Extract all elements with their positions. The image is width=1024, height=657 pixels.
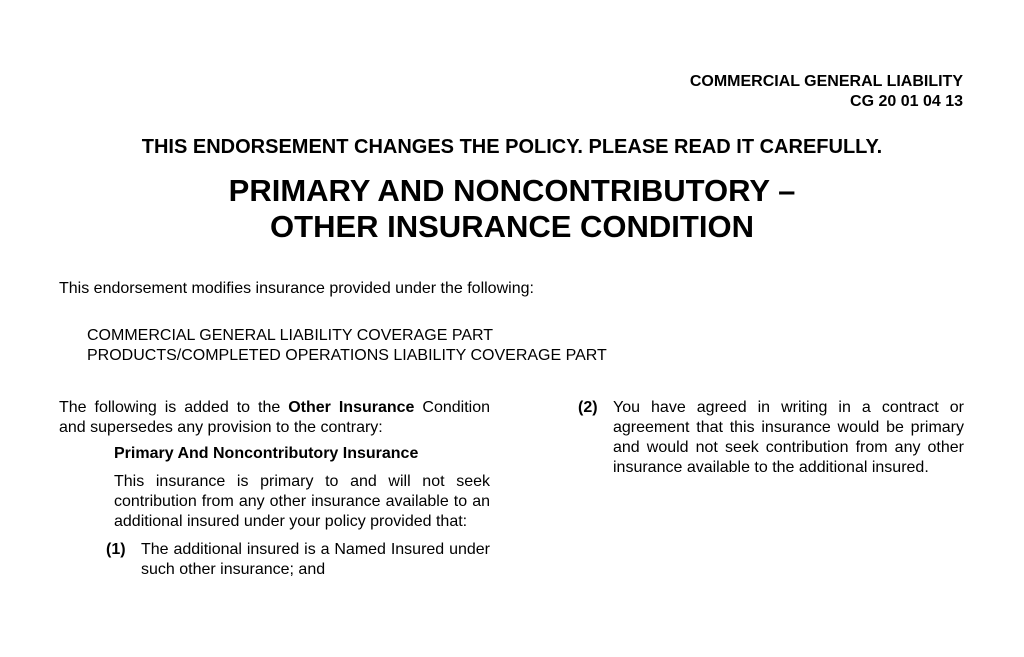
right-column bbox=[578, 398, 964, 478]
item-number: (2) bbox=[578, 399, 598, 416]
endorsement-title bbox=[0, 173, 1024, 245]
intro-text-continued: Condition and supersedes any provision to the contrary: bbox=[59, 399, 490, 436]
endorsement-notice: THIS ENDORSEMENT CHANGES THE POLICY. PLEASE READ IT CAREFULLY. bbox=[141, 136, 883, 158]
coverage-part: PRODUCTS/COMPLETED OPERATIONS LIABILITY COVERAGE PART bbox=[87, 347, 607, 364]
list-item bbox=[578, 398, 964, 478]
title-line-1: PRIMARY AND NONCONTRIBUTORY – bbox=[228, 173, 796, 208]
coverage-parts-list bbox=[87, 326, 607, 366]
left-column bbox=[59, 398, 490, 580]
coverage-part: COMMERCIAL GENERAL LIABILITY COVERAGE PART bbox=[87, 327, 494, 344]
list-item bbox=[106, 540, 490, 580]
intro-text: The following is added to the bbox=[59, 399, 289, 416]
intro-paragraph bbox=[59, 398, 490, 438]
form-number: CG 20 01 04 13 bbox=[850, 93, 963, 110]
form-header bbox=[690, 72, 963, 112]
condition-paragraph: This insurance is primary to and will not seek contribution from any other insurance available to an additional insured under your policy provided that: bbox=[114, 473, 490, 530]
form-header-line: COMMERCIAL GENERAL LIABILITY bbox=[689, 73, 963, 90]
modifies-statement: This endorsement modifies insurance provided under the following: bbox=[59, 280, 534, 297]
item-text: You have agreed in writing in a contract or agreement that this insurance would be primary and would not seek contribution from any other insurance available to the additional insured. bbox=[613, 399, 964, 476]
title-line-2: OTHER INSURANCE CONDITION bbox=[270, 209, 754, 244]
item-number: (1) bbox=[106, 541, 126, 558]
section-subheading: Primary And Noncontributory Insurance bbox=[114, 445, 419, 462]
item-text: The additional insured is a Named Insured under such other insurance; and bbox=[141, 541, 490, 578]
other-insurance-term: Other Insurance bbox=[288, 399, 415, 416]
